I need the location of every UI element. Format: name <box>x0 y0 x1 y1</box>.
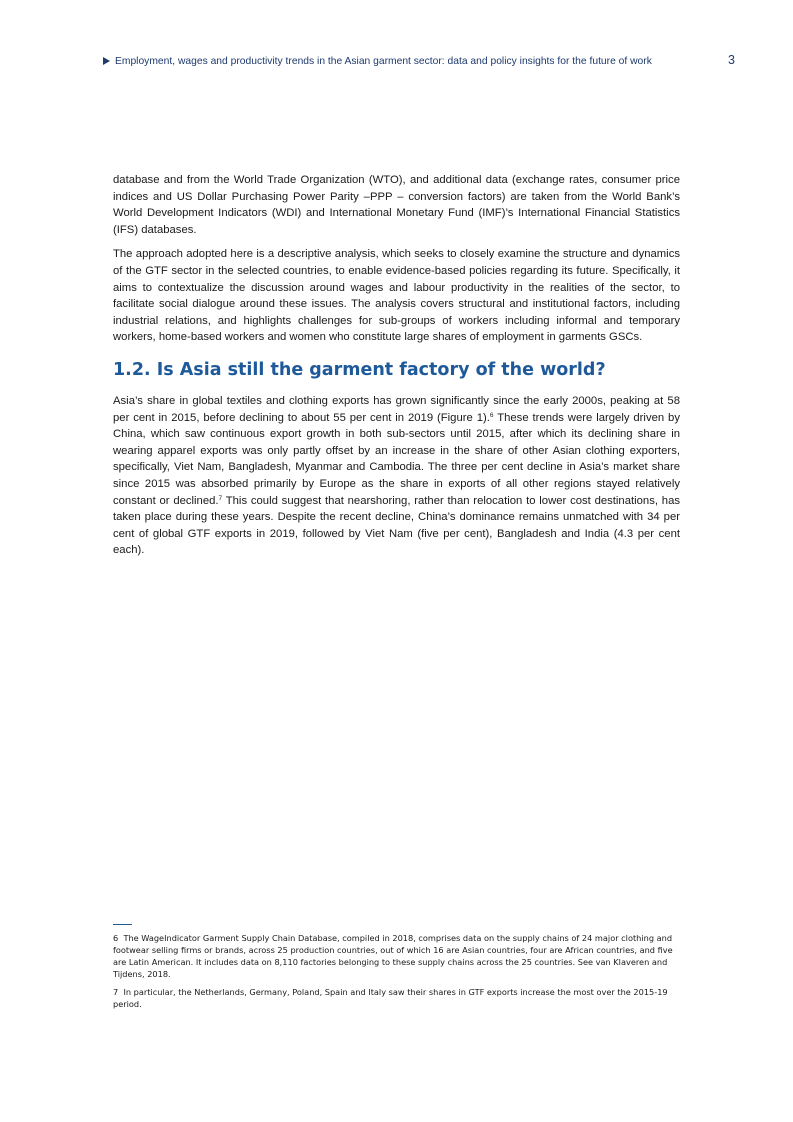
footnote-7 <box>113 987 680 1011</box>
footnote-number: 7 <box>113 986 119 997</box>
footnote-divider <box>113 924 132 925</box>
main-content <box>113 172 680 567</box>
page-number: 3 <box>728 53 735 67</box>
footnote-text: The WageIndicator Garment Supply Chain Database, compiled in 2018, comprises data on the supply chains of 24 major clothing and footwear selling firms or brands, across 25 production countries, out of which 16 are Asian countries, four are African countries, and five are Latin American. It includes data on 8,110 factories belonging to these supply chains across the 25 countries. See van Klaveren and Tijdens, 2018. <box>113 933 673 979</box>
body-paragraph: The approach adopted here is a descriptive analysis, which seeks to closely examine the structure and dynamics of the GTF sector in the selected countries, to enable evidence-based policies regarding its future. Specifically, it aims to contextualize the discussion around wages and labour productivity in the realities of the sector, to facilitate social dialogue around these issues. The analysis covers structural and institutional factors, including industrial relations, and highlights challenges for sub-groups of workers including informal and temporary workers, home-based workers and women who constitute large shares of employment in garments GSCs. <box>113 248 680 344</box>
section-paragraph-text: This could suggest that nearshoring, rather than relocation to lower cost destinations, has taken place during these years. Despite the recent decline, China’s dominance remains unmatched with 34 per cent of global GTF exports in 2019, followed by Viet Nam (five per cent), Bangladesh and India (4.3 per cent each). <box>113 494 680 557</box>
footnote-6 <box>113 933 680 981</box>
footnote-reference-7[interactable]: 7 <box>218 494 223 502</box>
header-title: Employment, wages and productivity trends in the Asian garment sector: data and policy insights for the future of work <box>115 55 652 67</box>
section-paragraph-text: Asia’s share in global textiles and clothing exports has grown significantly since the early 2000s, peaking at 58 per cent in 2015, before declining to about 55 per cent in 2019 (Figure 1). <box>113 394 680 424</box>
footnote-text: In particular, the Netherlands, Germany, Poland, Spain and Italy saw their shares in GTF exports increase the most over the 2015-19 period. <box>113 986 668 1009</box>
running-header <box>103 54 680 68</box>
footnote-reference-6[interactable]: 6 <box>489 411 494 419</box>
section-paragraph-text: These trends were largely driven by China, which saw continuous export growth in both sub-sectors until 2015, after which its declining share in wearing apparel exports was only partly offset by an increase in the share of other Asian clothing exporters, specifically, Viet Nam, Bangladesh, Myanmar and Cambodia. The three per cent decline in Asia’s market share since 2015 was absorbed primarily by Europe as the share in exports of all other regions stayed relatively constant or declined. <box>113 411 680 507</box>
footnotes <box>113 933 680 1016</box>
section-paragraph <box>113 393 680 559</box>
body-paragraph: database and from the World Trade Organization (WTO), and additional data (exchange rates, consumer price indices and US Dollar Purchasing Power Parity –PPP – conversion factors) are taken from the World Bank’s World Development Indicators (WDI) and International Monetary Fund (IMF)’s International Financial Statistics (IFS) databases. <box>113 174 680 236</box>
footnote-number: 6 <box>113 933 119 943</box>
triangle-right-icon <box>103 57 110 65</box>
section-heading: 1.2. Is Asia still the garment factory of the world? <box>113 359 606 380</box>
